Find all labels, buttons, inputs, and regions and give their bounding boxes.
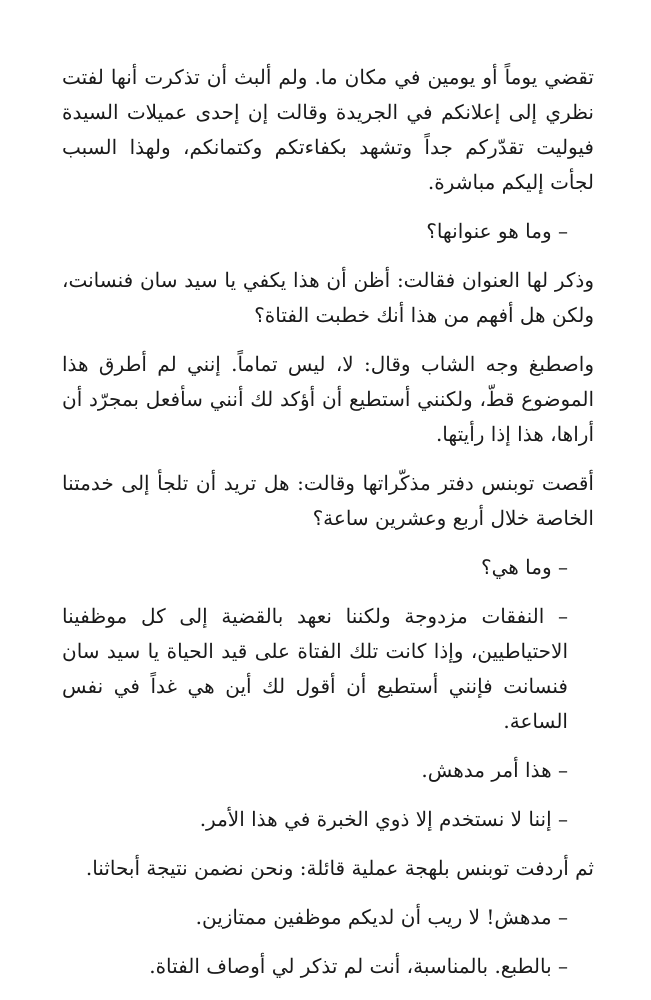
paragraph-dialogue: – النفقات مزدوجة ولكننا نعهد بالقضية إلى كل موظفينا الاحتياطيين، وإذا كانت تلك الفتاة على قيد الحياة يا سيد سان فنسانت فإنني أستطيع أن أقول لك أين هي غداً في نفس الساعة. [62,604,568,733]
paragraph-dialogue: – إننا لا نستخدم إلا ذوي الخبرة في هذا الأمر. [199,807,568,831]
paragraph-dialogue: – هذا أمر مدهش. [421,758,568,782]
paragraph-narration: وذكر لها العنوان فقالت: أظن أن هذا يكفي يا سيد سان فنسانت، ولكن هل أفهم من هذا أنك خطبت الفتاة؟ [62,268,594,327]
paragraph-narration: أقصت توبنس دفتر مذكّراتها وقالت: هل تريد أن تلجأ إلى خدمتنا الخاصة خلال أربع وعشرين ساعة؟ [62,471,594,530]
paragraph-narration: تقضي يوماً أو يومين في مكان ما. ولم ألبث أن تذكرت أنها لفتت نظري إلى إعلانكم في الجريدة وقالت إن إحدى عميلات السيدة فيوليت تقدّركم جداً وتشهد بكفاءتكم وكتمانكم، ولهذا السبب لجأت إليكم مباشرة. [62,65,594,194]
paragraph-dialogue: – وما هي؟ [480,555,568,579]
paragraph-dialogue: – وما هو عنوانها؟ [426,219,568,243]
paragraph-narration: واصطبغ وجه الشاب وقال: لا، ليس تماماً. إنني لم أطرق هذا الموضوع قطّ، ولكنني أستطيع أن أؤكد لك أنني سأفعل بمجرّد أن أراها، هذا إذا رأيتها. [62,352,594,446]
paragraph-dialogue: – مدهش! لا ريب أن لديكم موظفين ممتازين. [195,905,568,929]
paragraph-narration: ثم أردفت توبنس بلهجة عملية قائلة: ونحن نضمن نتيجة أبحاثنا. [85,856,594,880]
paragraph-dialogue: – بالطبع. بالمناسبة، أنت لم تذكر لي أوصاف الفتاة. [149,954,568,978]
